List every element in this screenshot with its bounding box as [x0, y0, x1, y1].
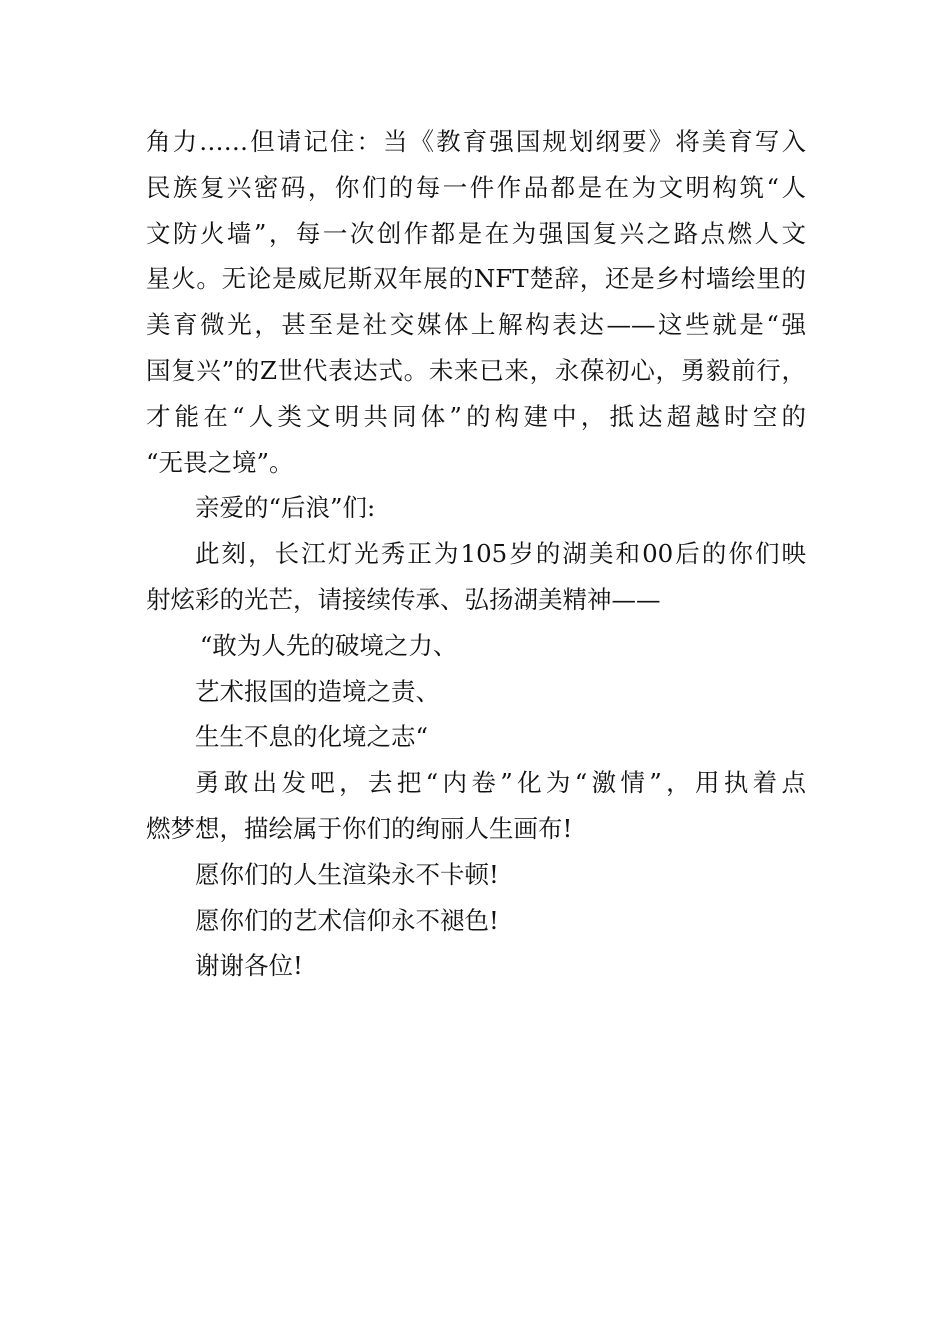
- text-line: 才能在“人类文明共同体”的构建中，抵达超越时空的: [146, 401, 806, 431]
- paragraph-continuation: [146, 119, 806, 485]
- paragraph-encouragement: [146, 760, 806, 852]
- quote-line: 艺术报国的造境之责、: [195, 676, 440, 706]
- text-line: 美育微光，甚至是社交媒体上解构表达——这些就是“强: [146, 310, 806, 340]
- text-line: 文防火墙”，每一次创作都是在为强国复兴之路点燃人文: [146, 218, 806, 248]
- closing-line: [146, 943, 806, 989]
- greeting-line: [146, 485, 806, 531]
- text-line: 国复兴”的Z世代表达式。未来已来，永葆初心，勇毅前行，: [146, 355, 806, 385]
- text-line: 角力……但请记住：当《教育强国规划纲要》将美育写入: [146, 127, 806, 156]
- wish-line-2: [146, 898, 806, 944]
- text-line: 此刻，长江灯光秀正为105岁的湖美和00后的你们映: [195, 539, 806, 569]
- quote-line: “敢为人先的破境之力、: [199, 630, 458, 660]
- quote-line: 生生不息的化境之志“: [195, 722, 429, 752]
- text-line: 燃梦想，描绘属于你们的绚丽人生画布!: [146, 813, 573, 843]
- text-line: 星火。无论是威尼斯双年展的NFT楚辞，还是乡村墙绘里的: [146, 264, 806, 294]
- text-line: 民族复兴密码，你们的每一件作品都是在为文明构筑“人: [146, 172, 806, 202]
- text-line: 愿你们的艺术信仰永不褪色!: [195, 905, 499, 935]
- text-line: 愿你们的人生渲染永不卡顿!: [195, 859, 499, 889]
- text-line: “无畏之境”。: [146, 447, 294, 477]
- spirit-quote: [146, 623, 806, 760]
- paragraph-lights: [146, 531, 806, 623]
- text-line: 亲爱的“后浪”们:: [195, 493, 376, 523]
- text-line: 勇敢出发吧，去把“内卷”化为“激情”，用执着点: [195, 768, 806, 798]
- speech-text: [146, 119, 806, 989]
- text-line: 射炫彩的光芒，请接续传承、弘扬湖美精神——: [146, 584, 661, 614]
- text-line: 谢谢各位!: [195, 951, 303, 981]
- wish-line-1: [146, 852, 806, 898]
